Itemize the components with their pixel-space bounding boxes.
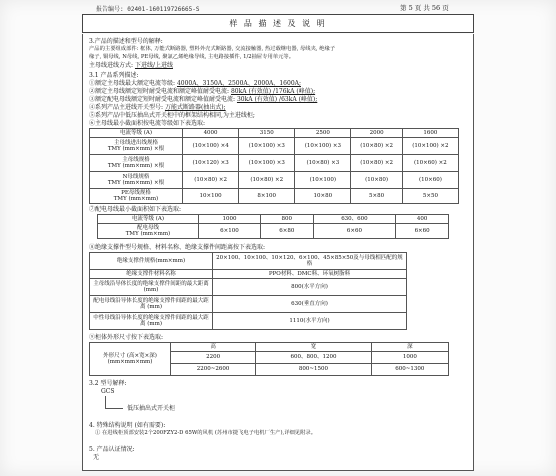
- incoming-method: [89, 62, 173, 69]
- series-item-2-value: 80kA (有效值) /176kA (峰值);: [230, 88, 316, 95]
- dimensions-table: [89, 342, 449, 376]
- table-row: [90, 138, 459, 155]
- incoming-label: 主母线进线方式:: [89, 62, 134, 69]
- table-cell: 20×100、10×100、10×120、6×100、45×85×50及与母线相匹配的规格: [213, 253, 407, 270]
- series-item-3-value: 30kA (有效值) /63kA (峰值);: [236, 96, 318, 103]
- table-cell: (10×80) ×2: [351, 138, 402, 155]
- series-item-4-label: ④系列产品主进线开关型号:: [89, 104, 164, 111]
- table-cell: 630(垂直方向): [213, 296, 407, 313]
- busbar-header-cell: 1600: [402, 129, 458, 138]
- model-code: GCS: [101, 388, 115, 395]
- table-cell: 5×50: [402, 189, 458, 204]
- table-cell: (10×100) ×3: [295, 138, 351, 155]
- table-cell: 2200~2600: [171, 364, 256, 376]
- table-cell: 8×100: [239, 189, 295, 204]
- table-cell: 1110(水平方向): [213, 313, 407, 330]
- table-cell: (10×80) ×2: [183, 172, 239, 189]
- dims-header-row: [90, 343, 449, 352]
- certification-value: 无: [93, 454, 100, 461]
- series-title: 3.1 产品系列描述:: [89, 72, 139, 79]
- table-row-label: 中性母线沿导体长度的绝缘支撑件间距的最大距离 (mm): [90, 313, 213, 330]
- table-row-label: N母线规格 TMY (mm×mm) ×根: [90, 172, 183, 189]
- model-title: 3.2 型号解释:: [89, 380, 127, 387]
- dist-header-cell: 630、600: [313, 215, 396, 224]
- table-row-label: 主母线沿导体长度的绝缘支撑件间距的最大距离 (mm): [90, 279, 213, 296]
- table-cell: 10×80: [295, 189, 351, 204]
- table-row: [90, 296, 407, 313]
- series-item-3: [89, 96, 317, 103]
- busbar-header-cell: 电流等级 (A): [90, 129, 183, 138]
- dims-header-cell: 高: [171, 343, 256, 352]
- series-item-5: ⑤系列产品中低压抽出式开关柜中的框架结构相同,为主进线柜;: [89, 112, 255, 119]
- components-line-2: 缘子, 铜母线, N母线, PE母线, 聚氯乙烯绝缘导线, 主电路接插件, 1/2抽屉专用单元等。: [89, 54, 295, 60]
- table-cell: (10×100) ×3: [239, 155, 295, 172]
- special-structure-text: ① 在进线柜顶部安装2个200FZY2-D 65W的风机 (苏州市捷飞电子电机厂生产),详细见附录。: [95, 430, 316, 436]
- model-description: 低压抽出式开关柜: [127, 405, 176, 412]
- components-line-1: 产品的主要组成部件: 框体, 万能式断路器, 塑料外壳式断路器, 交流接触器, 热过载继电器, 母线夹, 绝缘子: [89, 46, 336, 52]
- dims-header-cell: 深: [371, 343, 448, 352]
- busbar-header-cell: 3150: [239, 129, 295, 138]
- table-row: [98, 224, 449, 239]
- table-cell: 6×60: [396, 224, 449, 239]
- table-cell: (10×100) ×4: [183, 138, 239, 155]
- dist-busbar-table: [97, 214, 449, 239]
- incoming-value: 下进线/上进线: [134, 62, 173, 69]
- dist-header-row: [98, 215, 449, 224]
- table-cell: 1000: [371, 352, 448, 364]
- table-cell: (10×100): [295, 172, 351, 189]
- dist-header-cell: 400: [396, 215, 449, 224]
- table-cell: (10×80) ×2: [239, 172, 295, 189]
- series-item-1-value: 4000A、3150A、2500A、2000A、1600A;: [176, 80, 301, 87]
- dist-header-cell: 1000: [199, 215, 261, 224]
- table-cell: (10×60) ×2: [402, 155, 458, 172]
- page-title: 样 品 描 述 及 说 明: [229, 19, 327, 28]
- series-item-3-label: ③额定配电母线额定短时耐受电流和额定峰值耐受电流:: [89, 96, 236, 103]
- table-cell: PPO材料、DMC料、环氧树脂料: [213, 270, 407, 279]
- table-cell: (10×100) ×2: [402, 138, 458, 155]
- dims-header-cell: 宽: [256, 343, 372, 352]
- title-bar: [82, 14, 474, 33]
- table-row: [90, 172, 459, 189]
- table-cell: 5×80: [351, 189, 402, 204]
- busbar-table: [89, 128, 459, 204]
- table-row-label: 绝缘支撑件规格(mm×mm): [90, 253, 213, 270]
- table-row: [90, 270, 407, 279]
- model-bracket-vertical: [105, 396, 106, 408]
- table-row-label: 主母线进出线规格 TMY (mm×mm) ×根: [90, 138, 183, 155]
- series-item-1: [89, 80, 301, 87]
- page-indicator: 第 5 页 共 56 页: [400, 4, 449, 12]
- doc-number: 报告编号: 02401-160119726665-S: [96, 6, 200, 13]
- table-cell: 600~1300: [371, 364, 448, 376]
- table-cell: (10×120) ×3: [183, 155, 239, 172]
- table-row-label: 主母线规格 TMY (mm×mm) ×根: [90, 155, 183, 172]
- table-cell: 800(水平方向): [213, 279, 407, 296]
- table-row: [90, 313, 407, 330]
- series-item-4: [89, 104, 226, 111]
- busbar-header-cell: 2000: [351, 129, 402, 138]
- content-frame: [82, 34, 474, 471]
- table-row: [90, 189, 459, 204]
- busbar-header-cell: 2500: [295, 129, 351, 138]
- busbar-header-row: [90, 129, 459, 138]
- series-item-4-value: 万能式断路器(抽出式);: [164, 104, 226, 111]
- certification-title: 5. 产品认证情况:: [89, 446, 135, 453]
- table-row: [90, 155, 459, 172]
- table-row: [90, 279, 407, 296]
- series-item-8: ⑧绝缘支撑件型号规格、材料名称、绝缘支撑件间距离按下表选取:: [89, 244, 266, 251]
- table-cell: 6×60: [313, 224, 396, 239]
- special-structure-title: 4. 特殊结构说明 (如有需要):: [89, 422, 166, 429]
- dist-header-cell: 800: [260, 215, 313, 224]
- series-item-9: ⑨柜体外形尺寸按下表选取:: [89, 334, 164, 341]
- table-row-label: 配电母线 TMY (mm×mm): [98, 224, 199, 239]
- series-item-1-label: ①额定主母线最大额定电流等级:: [89, 80, 176, 87]
- dims-row-label: 外形尺寸 (高×宽×深) (mm×mm×mm): [90, 343, 171, 376]
- busbar-header-cell: 4000: [183, 129, 239, 138]
- table-cell: (10×80) ×2: [351, 155, 402, 172]
- table-cell: 800~1500: [256, 364, 372, 376]
- table-cell: 6×100: [199, 224, 261, 239]
- series-item-2: [89, 88, 315, 95]
- table-cell: 6×80: [260, 224, 313, 239]
- table-row-label: 绝缘支撑件材料名称: [90, 270, 213, 279]
- series-item-6: ⑥主母线最小截面积按电流等级如下表选取:: [89, 120, 206, 127]
- series-item-2-label: ②额定主母线额定短时耐受电流和额定峰值耐受电流:: [89, 88, 230, 95]
- table-cell: (10×80) ×3: [295, 155, 351, 172]
- table-row-label: 配电母线沿导体长度的绝缘支撑件间距的最大距离 (mm): [90, 296, 213, 313]
- table-cell: (10×60): [402, 172, 458, 189]
- table-cell: 600、800、1200: [256, 352, 372, 364]
- dist-header-cell: 电流等级 (A): [98, 215, 199, 224]
- table-cell: 10×100: [183, 189, 239, 204]
- table-cell: 2200: [171, 352, 256, 364]
- model-bracket-horizontal: [105, 408, 123, 409]
- table-cell: (10×100) ×3: [239, 138, 295, 155]
- section-title: 3.产品的描述和型号的解释:: [89, 38, 163, 45]
- table-row-label: PE母线规格 TMY (mm×mm): [90, 189, 183, 204]
- table-cell: (10×80): [351, 172, 402, 189]
- insulator-table: [89, 252, 407, 330]
- series-item-7: ⑦配电母线最小截面积如下表选取:: [89, 206, 182, 213]
- table-row: [90, 253, 407, 270]
